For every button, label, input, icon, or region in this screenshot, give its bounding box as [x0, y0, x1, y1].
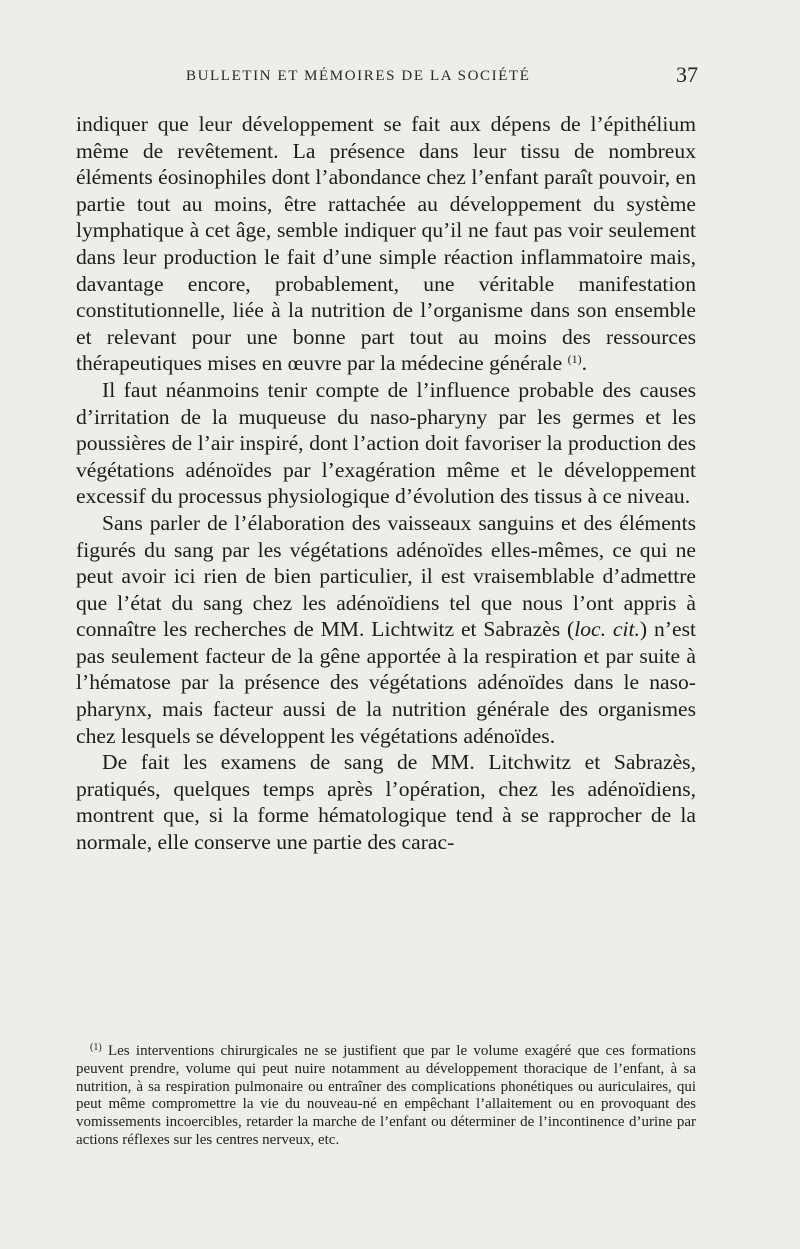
running-title: BULLETIN ET MÉMOIRES DE LA SOCIÉTÉ	[186, 68, 531, 84]
footnote-1-text: Les interventions chirurgicales ne se justifient que par le volume exagéré que ces formations peuvent prendre, volume qui peut nuire notamment au développement thoracique de l’enfant, à sa nutrition, à sa respiration pulmonaire ou entraîner des complications phonétiques ou auriculaires, qui peut même compromettre la vie du nouveau-né en empêchant l’allaitement ou en provoquant des vomissements incoercibles, retarder la marche de l’enfant ou déterminer de l’incontinence d’urine par actions réflexes sur les centres nerveux, etc.	[76, 1043, 696, 1148]
body-text	[76, 111, 696, 856]
footnote-reference: (1)	[567, 352, 582, 367]
paragraph-2: Il faut néanmoins tenir compte de l’influence probable des causes d’irritation de la muqueuse du naso-pharyny par les germes et les poussières de l’air inspiré, dont l’action doit favoriser la production des végétations adénoïdes par l’exagération même et le développement excessif du processus physiologique d’évolution des tissus à ce niveau.	[76, 377, 696, 509]
paragraph-1-end: .	[581, 351, 588, 376]
paragraph-1-text: indiquer que leur développement se fait aux dépens de l’épithélium même de revêtement. La présence dans leur tissu de nombreux éléments éosinophiles dont l’abondance chez l’enfant paraît pouvoir, en partie tout au moins, être rattachée au développement du système lymphatique à cet âge, semble indiquer qu’il ne faut pas voir seulement dans leur production le fait d’une simple réaction inflammatoire mais, davantage encore, probablement, une véritable manifestation constitutionnelle, liée à la nutrition de l’organisme dans son ensemble et relevant pour une bonne part tout au moins des ressources thérapeutiques mises en œuvre par la médecine générale	[76, 112, 696, 376]
paragraph-3-text-before: Sans parler de l’élaboration des vaisseaux sanguins et des éléments figurés du sang par les végétations adénoïdes elles-mêmes, ce qui ne peut avoir ici rien de bien particulier, il est vraisemblable d’admettre que l’état du sang chez les adénoïdiens tel que nous l’ont appris à connaître les recherches de MM. Lichtwitz et Sabrazès (	[76, 510, 696, 642]
footnote-1	[76, 1043, 696, 1150]
paragraph-3-text-after: ) n’est pas seulement facteur de la gêne apportée à la respiration et par suite à l’hématose par la présence des végétations adénoïdes dans le naso-pharynx, mais facteur aussi de la nutrition générale des organismes chez lesquels se développent les végétations adénoïdes.	[76, 617, 696, 748]
footnotes	[76, 1043, 696, 1150]
paragraph-3	[76, 510, 696, 749]
citation-loc-cit: loc. cit.	[574, 617, 640, 642]
running-header	[0, 62, 800, 102]
page-number: 37	[676, 62, 698, 87]
paragraph-4: De fait les examens de sang de MM. Litchwitz et Sabrazès, pratiqués, quelques temps après l’opération, chez les adénoïdiens, montrent que, si la forme hématologique tend à se rapprocher de la normale, elle conserve une partie des carac-	[76, 750, 696, 855]
paragraph-1	[76, 111, 696, 377]
footnote-marker: (1)	[90, 1042, 102, 1053]
